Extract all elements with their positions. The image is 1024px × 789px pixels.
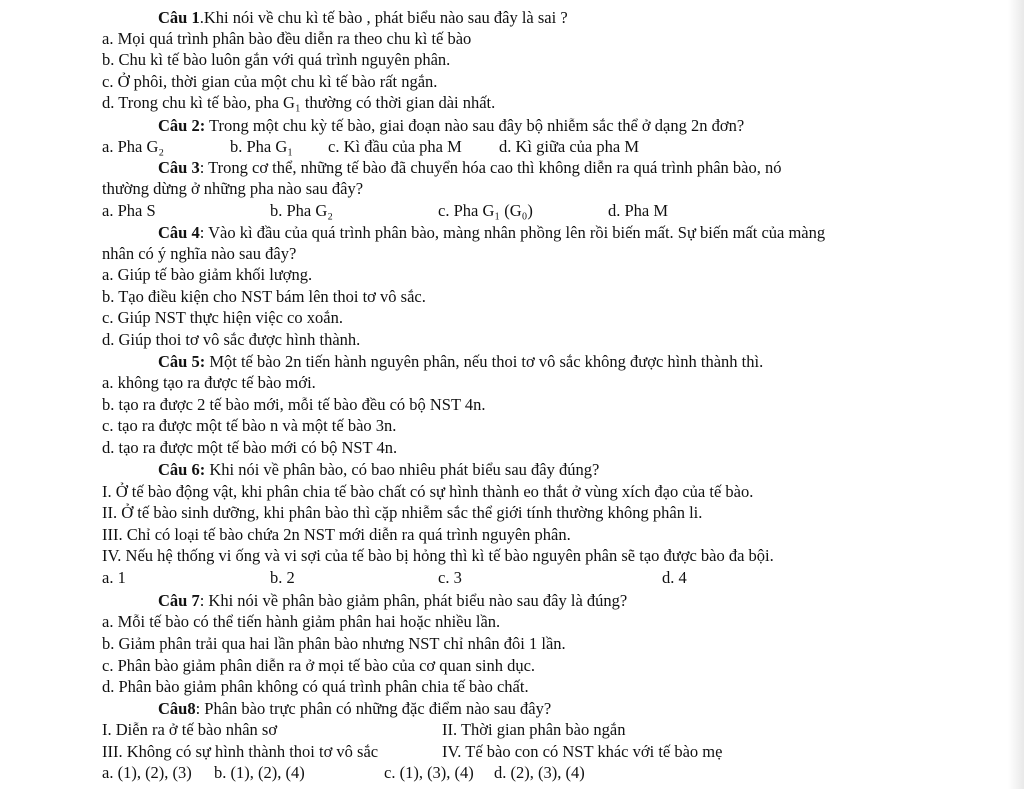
question-5-option-c: c. tạo ra được một tế bào n và một tế bào 3n. xyxy=(102,416,397,435)
question-4-text: : Vào kì đầu của quá trình phân bào, màng nhân phồng lên rồi biến mất. Sự biến mất của màng xyxy=(199,223,826,242)
question-7-option-a: a. Mỗi tế bào có thể tiến hành giảm phân hai hoặc nhiều lần. xyxy=(102,612,501,631)
question-7-text: : Khi nói về phân bào giảm phân, phát biểu nào sau đây là đúng? xyxy=(199,591,628,610)
question-3-stem xyxy=(158,158,781,178)
question-6-option-a: a. 1 xyxy=(102,568,126,587)
question-1-option-b: b. Chu kì tế bào luôn gắn với quá trình nguyên phân. xyxy=(102,50,451,69)
question-6-statement-3: III. Chỉ có loại tế bào chứa 2n NST mới diễn ra quá trình nguyên phân. xyxy=(102,525,571,544)
question-4-option-b: b. Tạo điều kiện cho NST bám lên thoi tơ vô sắc. xyxy=(102,287,426,306)
question-1-label: Câu 1 xyxy=(158,8,200,27)
question-5-option-b: b. tạo ra được 2 tế bào mới, mỗi tế bào đều có bộ NST 4n. xyxy=(102,395,486,414)
question-1-option-d: d. Trong chu kì tế bào, pha G₁ thường có thời gian dài nhất. xyxy=(102,93,496,112)
question-8-statements-row-2 xyxy=(102,742,802,762)
question-5-option-d: d. tạo ra được một tế bào mới có bộ NST 4n. xyxy=(102,438,398,457)
question-6-statement-2: II. Ở tế bào sinh dưỡng, khi phân bào thì cặp nhiễm sắc thể giới tính thường không phân li. xyxy=(102,503,703,522)
question-2-option-b: b. Pha G₁ xyxy=(230,137,294,156)
question-3-stem-continued: thường dừng ở những pha nào sau đây? xyxy=(102,179,364,198)
question-1-text: .Khi nói về chu kì tế bào , phát biểu nào sau đây là sai ? xyxy=(199,8,568,27)
question-7-label: Câu 7 xyxy=(158,591,200,610)
question-3-label: Câu 3 xyxy=(158,158,200,177)
question-4-label: Câu 4 xyxy=(158,223,200,242)
question-8-option-b: b. (1), (2), (4) xyxy=(214,763,305,782)
question-8-option-a: a. (1), (2), (3) xyxy=(102,763,192,782)
question-8-statement-4: IV. Tế bào con có NST khác với tế bào mẹ xyxy=(442,742,723,761)
question-1-option-a: a. Mọi quá trình phân bào đều diễn ra theo chu kì tế bào xyxy=(102,29,472,48)
question-5-stem xyxy=(158,352,763,372)
question-8-statement-2: II. Thời gian phân bào ngắn xyxy=(442,720,626,739)
question-2-label: Câu 2: xyxy=(158,116,206,135)
question-8-statement-3: III. Không có sự hình thành thoi tơ vô sắc xyxy=(102,742,379,761)
question-2-option-a: a. Pha G₂ xyxy=(102,137,165,156)
question-6-option-c: c. 3 xyxy=(438,568,462,587)
question-2-option-d: d. Kì giữa của pha M xyxy=(499,137,639,156)
question-8-options-row xyxy=(102,763,702,783)
question-2-text: Trong một chu kỳ tế bào, giai đoạn nào sau đây bộ nhiễm sắc thể ở dạng 2n đơn? xyxy=(205,116,745,135)
question-1-stem xyxy=(158,8,568,28)
question-3-option-a: a. Pha S xyxy=(102,201,156,220)
question-7-option-b: b. Giảm phân trải qua hai lần phân bào nhưng NST chỉ nhân đôi 1 lần. xyxy=(102,634,566,653)
question-5-text: Một tế bào 2n tiến hành nguyên phân, nếu thoi tơ vô sắc không được hình thành thì. xyxy=(205,352,764,371)
question-7-stem xyxy=(158,591,627,611)
question-8-label: Câu8 xyxy=(158,699,196,718)
question-6-options-row xyxy=(102,568,742,588)
question-6-option-d: d. 4 xyxy=(662,568,687,587)
question-4-stem xyxy=(158,223,825,243)
question-7-option-d: d. Phân bào giảm phân không có quá trình phân chia tế bào chất. xyxy=(102,677,529,696)
question-6-stem xyxy=(158,460,599,480)
question-4-option-c: c. Giúp NST thực hiện việc co xoắn. xyxy=(102,308,343,327)
question-4-option-a: a. Giúp tế bào giảm khối lượng. xyxy=(102,265,313,284)
question-6-option-b: b. 2 xyxy=(270,568,295,587)
question-8-text: : Phân bào trực phân có những đặc điểm nào sau đây? xyxy=(195,699,552,718)
question-8-statements-row-1 xyxy=(102,720,702,740)
question-6-statement-4: IV. Nếu hệ thống vi ống và vi sợi của tế bào bị hỏng thì kì tế bào nguyên phân sẽ tạo được bào đa bội. xyxy=(102,546,774,565)
question-2-option-c: c. Kì đầu của pha M xyxy=(328,137,462,156)
question-6-label: Câu 6: xyxy=(158,460,206,479)
question-3-options-row xyxy=(102,201,702,221)
question-3-option-b: b. Pha G₂ xyxy=(270,201,334,220)
question-7-option-c: c. Phân bào giảm phân diễn ra ở mọi tế bào của cơ quan sinh dục. xyxy=(102,656,536,675)
question-5-label: Câu 5: xyxy=(158,352,206,371)
question-8-option-d: d. (2), (3), (4) xyxy=(494,763,585,782)
page-edge-shadow xyxy=(1008,0,1024,789)
question-3-option-d: d. Pha M xyxy=(608,201,669,220)
question-5-option-a: a. không tạo ra được tế bào mới. xyxy=(102,373,316,392)
question-8-stem xyxy=(158,699,551,719)
question-8-statement-1: I. Diễn ra ở tế bào nhân sơ xyxy=(102,720,278,739)
question-8-option-c: c. (1), (3), (4) xyxy=(384,763,474,782)
question-4-option-d: d. Giúp thoi tơ vô sắc được hình thành. xyxy=(102,330,361,349)
question-6-statement-1: I. Ở tế bào động vật, khi phân chia tế bào chất có sự hình thành eo thắt ở vùng xích đạo của tế bào. xyxy=(102,482,754,501)
question-2-stem xyxy=(158,116,744,136)
question-6-text: Khi nói về phân bào, có bao nhiêu phát biểu sau đây đúng? xyxy=(205,460,600,479)
question-3-text: : Trong cơ thể, những tế bào đã chuyển hóa cao thì không diễn ra quá trình phân bào, nó xyxy=(199,158,782,177)
question-3-option-c: c. Pha G₁ (G₀) xyxy=(438,201,533,220)
question-4-stem-continued: nhân có ý nghĩa nào sau đây? xyxy=(102,244,297,263)
question-2-options-row xyxy=(102,137,682,157)
question-1-option-c: c. Ở phôi, thời gian của một chu kì tế bào rất ngắn. xyxy=(102,72,438,91)
